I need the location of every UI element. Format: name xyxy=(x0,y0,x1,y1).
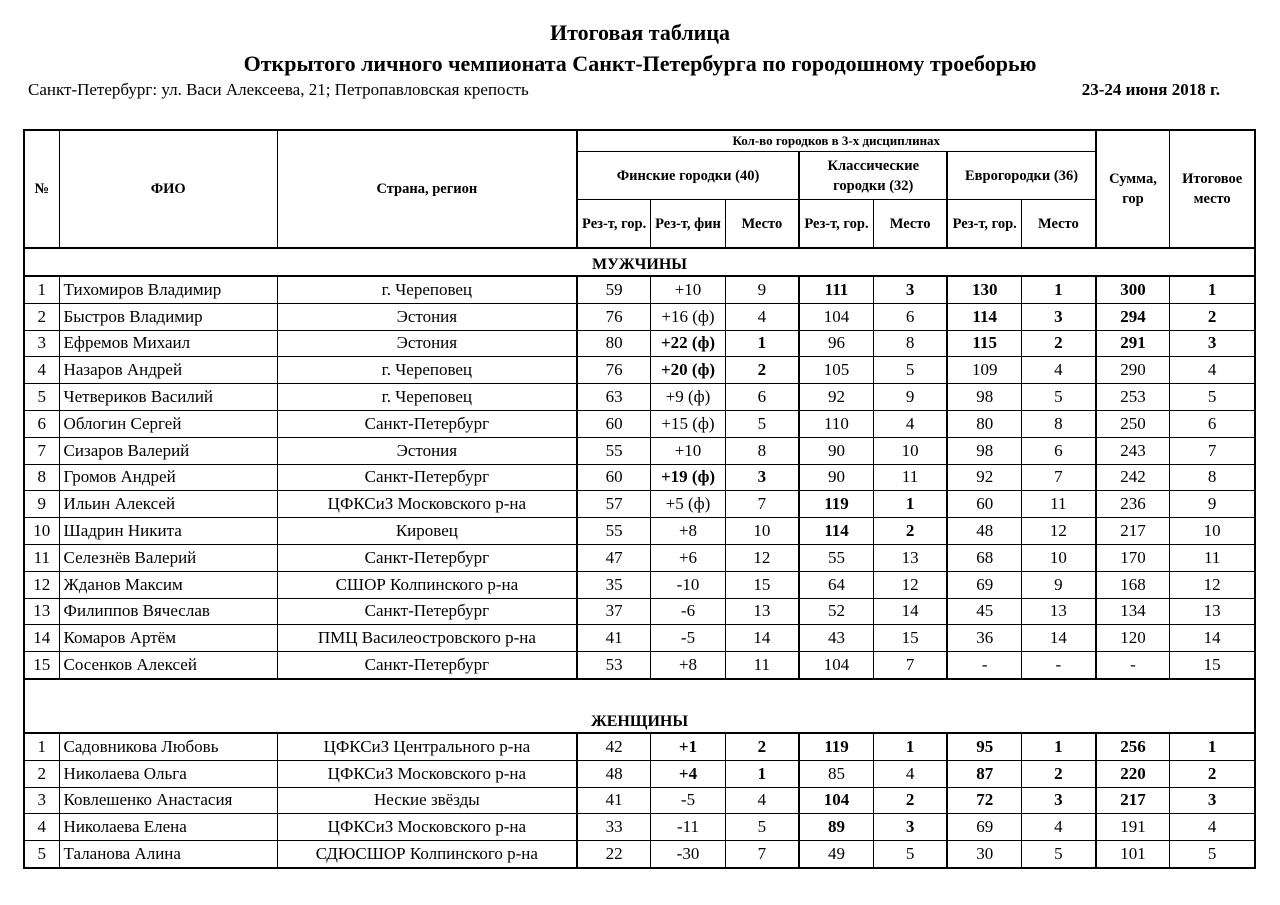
cell-c-place: 2 xyxy=(873,518,947,545)
header-fio: ФИО xyxy=(59,130,277,248)
cell-f-res: 63 xyxy=(577,384,651,411)
cell-c-place: 1 xyxy=(873,733,947,760)
cell-num: 7 xyxy=(24,437,59,464)
cell-final: 8 xyxy=(1170,464,1255,491)
cell-f-res: 55 xyxy=(577,518,651,545)
header-region: Страна, регион xyxy=(277,130,576,248)
cell-f-fin: +8 xyxy=(651,518,725,545)
table-row xyxy=(24,384,1255,411)
cell-final: 13 xyxy=(1170,598,1255,625)
cell-c-place: 13 xyxy=(873,544,947,571)
cell-e-res: 69 xyxy=(947,814,1021,841)
cell-f-place: 3 xyxy=(725,464,799,491)
cell-final: 10 xyxy=(1170,518,1255,545)
cell-final: 15 xyxy=(1170,652,1255,679)
cell-final: 6 xyxy=(1170,410,1255,437)
cell-c-res: 96 xyxy=(799,330,873,357)
header-c-res: Рез-т, гор. xyxy=(799,200,873,249)
cell-f-place: 13 xyxy=(725,598,799,625)
cell-final: 9 xyxy=(1170,491,1255,518)
cell-sum: 253 xyxy=(1096,384,1170,411)
cell-c-res: 110 xyxy=(799,410,873,437)
cell-f-place: 12 xyxy=(725,544,799,571)
cell-e-res: 69 xyxy=(947,571,1021,598)
cell-e-res: 68 xyxy=(947,544,1021,571)
cell-final: 2 xyxy=(1170,303,1255,330)
cell-sum: 294 xyxy=(1096,303,1170,330)
cell-e-place: 5 xyxy=(1022,841,1096,868)
cell-sum: 256 xyxy=(1096,733,1170,760)
cell-c-res: 49 xyxy=(799,841,873,868)
cell-num: 12 xyxy=(24,571,59,598)
cell-f-fin: +5 (ф) xyxy=(651,491,725,518)
cell-region: Санкт-Петербург xyxy=(277,652,576,679)
cell-region: Санкт-Петербург xyxy=(277,598,576,625)
cell-region: ЦФКСиЗ Московского р-на xyxy=(277,491,576,518)
cell-num: 3 xyxy=(24,330,59,357)
cell-region: Кировец xyxy=(277,518,576,545)
cell-f-res: 53 xyxy=(577,652,651,679)
table-row xyxy=(24,760,1255,787)
cell-c-place: 4 xyxy=(873,410,947,437)
event-date: 23-24 июня 2018 г. xyxy=(1081,80,1220,99)
cell-f-place: 9 xyxy=(725,276,799,303)
table-row xyxy=(24,518,1255,545)
section-title: МУЖЧИНЫ xyxy=(24,248,1255,276)
table-row xyxy=(24,464,1255,491)
cell-f-fin: -5 xyxy=(651,625,725,652)
cell-c-place: 11 xyxy=(873,464,947,491)
cell-final: 3 xyxy=(1170,787,1255,814)
header-euro: Еврогородки (36) xyxy=(947,152,1095,200)
cell-e-place: 14 xyxy=(1022,625,1096,652)
cell-f-res: 55 xyxy=(577,437,651,464)
cell-c-res: 43 xyxy=(799,625,873,652)
cell-c-place: 9 xyxy=(873,384,947,411)
cell-f-res: 57 xyxy=(577,491,651,518)
cell-f-place: 2 xyxy=(725,733,799,760)
cell-e-res: 72 xyxy=(947,787,1021,814)
cell-e-res: 48 xyxy=(947,518,1021,545)
header-f-place: Место xyxy=(725,200,799,249)
cell-f-fin: +20 (ф) xyxy=(651,357,725,384)
cell-fio: Николаева Ольга xyxy=(59,760,277,787)
cell-region: г. Череповец xyxy=(277,357,576,384)
cell-num: 9 xyxy=(24,491,59,518)
table-row xyxy=(24,357,1255,384)
cell-c-res: 119 xyxy=(799,491,873,518)
cell-f-res: 35 xyxy=(577,571,651,598)
cell-f-place: 15 xyxy=(725,571,799,598)
cell-f-res: 76 xyxy=(577,357,651,384)
cell-fio: Ковлешенко Анастасия xyxy=(59,787,277,814)
cell-e-res: - xyxy=(947,652,1021,679)
cell-f-place: 5 xyxy=(725,814,799,841)
cell-num: 15 xyxy=(24,652,59,679)
cell-e-place: 8 xyxy=(1022,410,1096,437)
cell-e-res: 30 xyxy=(947,841,1021,868)
cell-region: г. Череповец xyxy=(277,276,576,303)
table-row xyxy=(24,491,1255,518)
cell-c-place: 1 xyxy=(873,491,947,518)
cell-sum: 191 xyxy=(1096,814,1170,841)
cell-f-res: 76 xyxy=(577,303,651,330)
section-header xyxy=(24,679,1255,733)
cell-e-res: 98 xyxy=(947,384,1021,411)
header-sum: Сумма, гор xyxy=(1096,130,1170,248)
cell-num: 5 xyxy=(24,841,59,868)
cell-e-place: 7 xyxy=(1022,464,1096,491)
table-row xyxy=(24,841,1255,868)
cell-e-place: 1 xyxy=(1022,276,1096,303)
cell-region: г. Череповец xyxy=(277,384,576,411)
cell-num: 4 xyxy=(24,814,59,841)
cell-c-res: 111 xyxy=(799,276,873,303)
cell-c-res: 90 xyxy=(799,437,873,464)
cell-c-res: 85 xyxy=(799,760,873,787)
cell-f-res: 22 xyxy=(577,841,651,868)
cell-c-res: 104 xyxy=(799,787,873,814)
cell-e-res: 80 xyxy=(947,410,1021,437)
cell-e-res: 60 xyxy=(947,491,1021,518)
cell-final: 4 xyxy=(1170,357,1255,384)
header-count: Кол-во городков в 3-х дисциплинах xyxy=(577,130,1096,152)
cell-sum: 217 xyxy=(1096,518,1170,545)
cell-final: 1 xyxy=(1170,733,1255,760)
cell-c-res: 90 xyxy=(799,464,873,491)
header-classic: Классические городки (32) xyxy=(799,152,947,200)
cell-fio: Селезнёв Валерий xyxy=(59,544,277,571)
cell-f-place: 2 xyxy=(725,357,799,384)
cell-c-res: 104 xyxy=(799,652,873,679)
cell-c-res: 119 xyxy=(799,733,873,760)
cell-region: СШОР Колпинского р-на xyxy=(277,571,576,598)
location: Санкт-Петербург: ул. Васи Алексеева, 21; Петропавловская крепость xyxy=(28,80,529,99)
cell-f-place: 6 xyxy=(725,384,799,411)
cell-f-fin: +4 xyxy=(651,760,725,787)
table-row xyxy=(24,625,1255,652)
table-row xyxy=(24,437,1255,464)
cell-f-res: 37 xyxy=(577,598,651,625)
cell-final: 5 xyxy=(1170,841,1255,868)
cell-c-place: 5 xyxy=(873,357,947,384)
cell-e-res: 114 xyxy=(947,303,1021,330)
cell-num: 14 xyxy=(24,625,59,652)
cell-c-place: 3 xyxy=(873,814,947,841)
cell-sum: 243 xyxy=(1096,437,1170,464)
cell-fio: Филиппов Вячеслав xyxy=(59,598,277,625)
cell-c-place: 14 xyxy=(873,598,947,625)
cell-c-place: 2 xyxy=(873,787,947,814)
table-row xyxy=(24,787,1255,814)
table-row xyxy=(24,410,1255,437)
cell-c-place: 3 xyxy=(873,276,947,303)
table-row xyxy=(24,276,1255,303)
header-finnish: Финские городки (40) xyxy=(577,152,799,200)
cell-region: Санкт-Петербург xyxy=(277,544,576,571)
cell-final: 14 xyxy=(1170,625,1255,652)
cell-f-fin: -6 xyxy=(651,598,725,625)
cell-sum: 250 xyxy=(1096,410,1170,437)
cell-num: 1 xyxy=(24,276,59,303)
cell-num: 13 xyxy=(24,598,59,625)
cell-f-res: 59 xyxy=(577,276,651,303)
cell-f-place: 1 xyxy=(725,760,799,787)
cell-region: ЦФКСиЗ Московского р-на xyxy=(277,760,576,787)
cell-sum: - xyxy=(1096,652,1170,679)
cell-e-res: 45 xyxy=(947,598,1021,625)
cell-fio: Тихомиров Владимир xyxy=(59,276,277,303)
cell-c-res: 104 xyxy=(799,303,873,330)
cell-f-place: 7 xyxy=(725,491,799,518)
cell-region: Санкт-Петербург xyxy=(277,410,576,437)
cell-f-place: 4 xyxy=(725,787,799,814)
cell-e-place: 13 xyxy=(1022,598,1096,625)
cell-fio: Ильин Алексей xyxy=(59,491,277,518)
cell-region: ЦФКСиЗ Центрального р-на xyxy=(277,733,576,760)
table-header xyxy=(24,130,1255,248)
cell-final: 3 xyxy=(1170,330,1255,357)
cell-f-fin: +1 xyxy=(651,733,725,760)
cell-e-res: 115 xyxy=(947,330,1021,357)
cell-fio: Сизаров Валерий xyxy=(59,437,277,464)
table-body xyxy=(24,248,1255,868)
header-f-res: Рез-т, гор. xyxy=(577,200,651,249)
title-line-1: Итоговая таблица xyxy=(549,20,731,45)
cell-f-fin: +16 (ф) xyxy=(651,303,725,330)
cell-c-res: 52 xyxy=(799,598,873,625)
cell-sum: 236 xyxy=(1096,491,1170,518)
cell-fio: Комаров Артём xyxy=(59,625,277,652)
cell-final: 5 xyxy=(1170,384,1255,411)
cell-fio: Громов Андрей xyxy=(59,464,277,491)
cell-e-place: 11 xyxy=(1022,491,1096,518)
cell-e-place: 4 xyxy=(1022,814,1096,841)
cell-final: 1 xyxy=(1170,276,1255,303)
cell-e-res: 87 xyxy=(947,760,1021,787)
cell-f-place: 4 xyxy=(725,303,799,330)
cell-sum: 120 xyxy=(1096,625,1170,652)
cell-e-place: 9 xyxy=(1022,571,1096,598)
cell-f-res: 80 xyxy=(577,330,651,357)
header-c-place: Место xyxy=(873,200,947,249)
cell-sum: 242 xyxy=(1096,464,1170,491)
cell-f-res: 42 xyxy=(577,733,651,760)
cell-e-res: 92 xyxy=(947,464,1021,491)
header-e-res: Рез-т, гор. xyxy=(947,200,1021,249)
cell-f-fin: +15 (ф) xyxy=(651,410,725,437)
cell-f-fin: -11 xyxy=(651,814,725,841)
cell-f-place: 11 xyxy=(725,652,799,679)
cell-final: 4 xyxy=(1170,814,1255,841)
cell-f-place: 7 xyxy=(725,841,799,868)
cell-sum: 220 xyxy=(1096,760,1170,787)
cell-f-fin: -10 xyxy=(651,571,725,598)
cell-f-place: 1 xyxy=(725,330,799,357)
cell-num: 2 xyxy=(24,760,59,787)
cell-e-res: 98 xyxy=(947,437,1021,464)
cell-region: Эстония xyxy=(277,437,576,464)
cell-c-place: 12 xyxy=(873,571,947,598)
cell-e-place: 5 xyxy=(1022,384,1096,411)
cell-f-res: 48 xyxy=(577,760,651,787)
header-final: Итоговое место xyxy=(1170,130,1255,248)
results-table xyxy=(23,129,1256,869)
cell-e-place: 3 xyxy=(1022,787,1096,814)
cell-region: Эстония xyxy=(277,303,576,330)
header-f-fin: Рез-т, фин xyxy=(651,200,725,249)
cell-fio: Назаров Андрей xyxy=(59,357,277,384)
cell-sum: 134 xyxy=(1096,598,1170,625)
cell-sum: 217 xyxy=(1096,787,1170,814)
cell-f-fin: +10 xyxy=(651,276,725,303)
cell-c-place: 6 xyxy=(873,303,947,330)
cell-c-res: 114 xyxy=(799,518,873,545)
cell-fio: Садовникова Любовь xyxy=(59,733,277,760)
cell-region: ЦФКСиЗ Московского р-на xyxy=(277,814,576,841)
cell-e-res: 36 xyxy=(947,625,1021,652)
cell-f-fin: +10 xyxy=(651,437,725,464)
cell-num: 11 xyxy=(24,544,59,571)
cell-sum: 300 xyxy=(1096,276,1170,303)
cell-e-place: 1 xyxy=(1022,733,1096,760)
cell-num: 1 xyxy=(24,733,59,760)
cell-fio: Жданов Максим xyxy=(59,571,277,598)
cell-sum: 291 xyxy=(1096,330,1170,357)
cell-f-fin: +9 (ф) xyxy=(651,384,725,411)
cell-final: 11 xyxy=(1170,544,1255,571)
cell-fio: Облогин Сергей xyxy=(59,410,277,437)
cell-sum: 170 xyxy=(1096,544,1170,571)
cell-f-fin: -5 xyxy=(651,787,725,814)
header-num: № xyxy=(24,130,59,248)
cell-num: 2 xyxy=(24,303,59,330)
cell-e-place: 10 xyxy=(1022,544,1096,571)
cell-e-place: 2 xyxy=(1022,330,1096,357)
cell-f-fin: +8 xyxy=(651,652,725,679)
cell-fio: Быстров Владимир xyxy=(59,303,277,330)
cell-e-place: - xyxy=(1022,652,1096,679)
cell-region: Санкт-Петербург xyxy=(277,464,576,491)
cell-c-place: 8 xyxy=(873,330,947,357)
table-row xyxy=(24,303,1255,330)
cell-f-res: 41 xyxy=(577,625,651,652)
cell-e-res: 95 xyxy=(947,733,1021,760)
cell-c-res: 89 xyxy=(799,814,873,841)
cell-num: 5 xyxy=(24,384,59,411)
cell-f-fin: -30 xyxy=(651,841,725,868)
cell-sum: 290 xyxy=(1096,357,1170,384)
cell-c-res: 105 xyxy=(799,357,873,384)
cell-c-res: 55 xyxy=(799,544,873,571)
cell-c-place: 5 xyxy=(873,841,947,868)
cell-final: 7 xyxy=(1170,437,1255,464)
table-row xyxy=(24,330,1255,357)
cell-e-place: 4 xyxy=(1022,357,1096,384)
cell-f-res: 60 xyxy=(577,464,651,491)
cell-fio: Шадрин Никита xyxy=(59,518,277,545)
cell-sum: 101 xyxy=(1096,841,1170,868)
table-row xyxy=(24,814,1255,841)
table-row xyxy=(24,544,1255,571)
cell-e-place: 3 xyxy=(1022,303,1096,330)
cell-e-place: 6 xyxy=(1022,437,1096,464)
cell-fio: Николаева Елена xyxy=(59,814,277,841)
title-line-2: Открытого личного чемпионата Санкт-Петербурга по городошному троеборью xyxy=(243,51,1037,76)
cell-f-fin: +6 xyxy=(651,544,725,571)
cell-region: Неские звёзды xyxy=(277,787,576,814)
cell-region: ПМЦ Василеостровского р-на xyxy=(277,625,576,652)
cell-sum: 168 xyxy=(1096,571,1170,598)
cell-f-place: 10 xyxy=(725,518,799,545)
cell-num: 4 xyxy=(24,357,59,384)
cell-region: СДЮСШОР Колпинского р-на xyxy=(277,841,576,868)
table-row xyxy=(24,733,1255,760)
cell-e-place: 2 xyxy=(1022,760,1096,787)
cell-f-res: 33 xyxy=(577,814,651,841)
cell-num: 8 xyxy=(24,464,59,491)
cell-f-place: 14 xyxy=(725,625,799,652)
cell-f-fin: +19 (ф) xyxy=(651,464,725,491)
cell-region: Эстония xyxy=(277,330,576,357)
cell-e-res: 109 xyxy=(947,357,1021,384)
table-row xyxy=(24,598,1255,625)
section-title: ЖЕНЩИНЫ xyxy=(24,679,1255,733)
cell-num: 3 xyxy=(24,787,59,814)
cell-f-fin: +22 (ф) xyxy=(651,330,725,357)
table-row xyxy=(24,652,1255,679)
cell-f-place: 8 xyxy=(725,437,799,464)
cell-f-res: 47 xyxy=(577,544,651,571)
table-row xyxy=(24,571,1255,598)
cell-fio: Таланова Алина xyxy=(59,841,277,868)
section-header xyxy=(24,248,1255,276)
cell-num: 10 xyxy=(24,518,59,545)
cell-f-place: 5 xyxy=(725,410,799,437)
cell-fio: Четвериков Василий xyxy=(59,384,277,411)
header-e-place: Место xyxy=(1022,200,1096,249)
cell-c-place: 7 xyxy=(873,652,947,679)
cell-c-place: 15 xyxy=(873,625,947,652)
cell-final: 12 xyxy=(1170,571,1255,598)
cell-e-res: 130 xyxy=(947,276,1021,303)
cell-c-res: 64 xyxy=(799,571,873,598)
cell-f-res: 41 xyxy=(577,787,651,814)
cell-final: 2 xyxy=(1170,760,1255,787)
cell-fio: Ефремов Михаил xyxy=(59,330,277,357)
cell-c-place: 4 xyxy=(873,760,947,787)
cell-c-place: 10 xyxy=(873,437,947,464)
cell-num: 6 xyxy=(24,410,59,437)
cell-e-place: 12 xyxy=(1022,518,1096,545)
cell-f-res: 60 xyxy=(577,410,651,437)
cell-c-res: 92 xyxy=(799,384,873,411)
cell-fio: Сосенков Алексей xyxy=(59,652,277,679)
